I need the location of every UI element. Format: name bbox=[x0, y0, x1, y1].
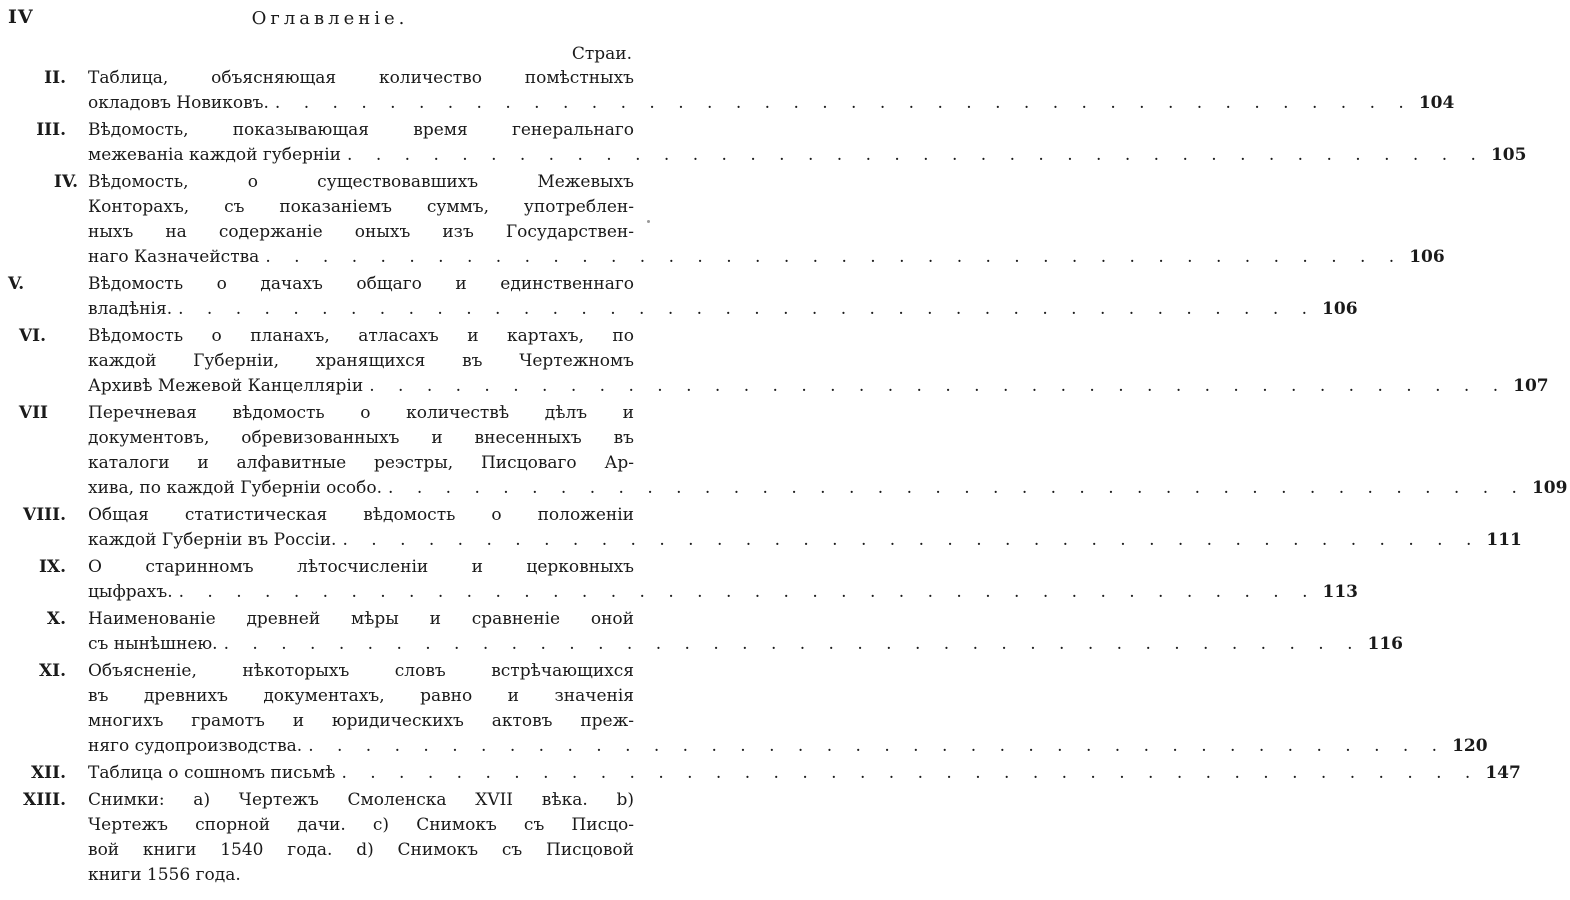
toc-entry-page: 120 bbox=[1452, 736, 1488, 756]
toc-entry-line: Вѣдомость о планахъ, атласахъ и картахъ, по bbox=[88, 326, 634, 346]
toc-entry-number: VII bbox=[18, 403, 48, 423]
toc-leader-dots: . . . . . . . . . . . . . . . . . . . . . . . . . . . . . . . . . . . . . . . . bbox=[178, 299, 1317, 319]
toc-entry-line: каждой Губерніи, хранящихся въ Чертежномъ bbox=[88, 351, 634, 371]
toc-entry-line: Таблица о сошномъ письмѣ . . . . . . . . . . . . . . . . . . . . . . . . . . . . . . . . . . . . . . . . 147 bbox=[88, 761, 634, 786]
toc-entry bbox=[0, 66, 1455, 116]
toc-entry-number: III. bbox=[36, 120, 66, 140]
toc-entry-line: вой книги 1540 года. d) Снимокъ съ Писцовой bbox=[88, 840, 634, 860]
toc-entry-text bbox=[88, 555, 1358, 605]
toc-entry-page: 113 bbox=[1322, 582, 1358, 602]
toc-entry-line: ныхъ на содержаніе оныхъ изъ Государствен- bbox=[88, 222, 634, 242]
toc-entry-number: V. bbox=[8, 274, 25, 294]
toc-entry-number: IX. bbox=[38, 557, 66, 577]
toc-entry-page: 104 bbox=[1418, 93, 1455, 113]
toc-entry-line: Перечневая вѣдомость о количествѣ дѣлъ и bbox=[88, 403, 634, 423]
toc-entry-line: Архивѣ Межевой Канцелляріи . . . . . . . . . . . . . . . . . . . . . . . . . . . . . . . . . . . . . . . . 107 bbox=[88, 374, 634, 399]
toc-entry-text bbox=[88, 761, 1521, 786]
table-of-contents bbox=[0, 66, 1568, 890]
toc-leader-dots: . . . . . . . . . . . . . . . . . . . . . . . . . . . . . . . . . . . . . . . . bbox=[369, 376, 1508, 396]
toc-entry-line: Чертежъ спорной дачи. с) Снимокъ съ Писцо- bbox=[88, 815, 634, 835]
toc-entry bbox=[0, 170, 1445, 270]
toc-entry-text bbox=[88, 66, 1455, 116]
page-number: IV bbox=[8, 6, 34, 28]
toc-entry-page: 106 bbox=[1322, 299, 1358, 319]
toc-entry-line: Наименованіе древней мѣры и сравненіе оной bbox=[88, 609, 634, 629]
toc-entry-number: VIII. bbox=[23, 505, 66, 525]
toc-entry-page: 106 bbox=[1409, 247, 1445, 267]
toc-entry bbox=[0, 607, 1403, 657]
toc-entry-number: XII. bbox=[30, 763, 66, 783]
toc-entry-line: каталоги и алфавитные реэстры, Писцоваго Ар- bbox=[88, 453, 634, 473]
toc-entry-page: 105 bbox=[1490, 145, 1527, 165]
toc-entry-text bbox=[88, 170, 1445, 270]
toc-entry-number: IV. bbox=[53, 172, 78, 192]
toc-entry-text bbox=[88, 401, 1568, 501]
page-header bbox=[0, 4, 660, 34]
page-title: Оглавленіе. bbox=[251, 8, 409, 29]
toc-entry-page: 107 bbox=[1513, 376, 1549, 396]
toc-entry-line: хива, по каждой Губерніи особо. . . . . . . . . . . . . . . . . . . . . . . . . . . . . . . . . . . . . . . . . 109 bbox=[88, 476, 634, 501]
toc-entry-page: 111 bbox=[1486, 530, 1522, 550]
toc-leader-dots: . . . . . . . . . . . . . . . . . . . . . . . . . . . . . . . . . . . . . . . . bbox=[308, 736, 1447, 756]
toc-entry-text bbox=[88, 659, 1488, 759]
toc-entry-line: няго судопроизводства. . . . . . . . . . . . . . . . . . . . . . . . . . . . . . . . . . . . . . . . . 120 bbox=[88, 734, 634, 759]
paper-speck bbox=[647, 220, 650, 223]
toc-entry-number: X. bbox=[46, 609, 66, 629]
toc-entry bbox=[0, 401, 1568, 501]
toc-entry-line: наго Казначейства . . . . . . . . . . . . . . . . . . . . . . . . . . . . . . . . . . . . . . . . 106 bbox=[88, 245, 634, 270]
toc-entry-line: Снимки: а) Чертежъ Смоленска XVII вѣка. b) bbox=[88, 790, 634, 810]
toc-entry-text bbox=[88, 607, 1403, 657]
toc-entry-line: межеваніа каждой губерніи . . . . . . . . . . . . . . . . . . . . . . . . . . . . . . . . . . . . . . . . 105 bbox=[88, 143, 634, 168]
toc-entry-line: Таблица, объясняющая количество помѣстныхъ bbox=[88, 68, 634, 88]
toc-entry-line: Вѣдомость, показывающая время генеральнаго bbox=[88, 120, 634, 140]
toc-entry bbox=[0, 761, 1521, 786]
toc-leader-dots: . . . . . . . . . . . . . . . . . . . . . . . . . . . . . . . . . . . . . . . . bbox=[274, 93, 1413, 113]
toc-entry-line: каждой Губерніи въ Россіи. . . . . . . . . . . . . . . . . . . . . . . . . . . . . . . . . . . . . . . . . 111 bbox=[88, 528, 634, 553]
toc-entry-number: II. bbox=[44, 68, 66, 88]
toc-entry-page: 109 bbox=[1531, 478, 1568, 498]
toc-entry-line: Вѣдомость о дачахъ общаго и единственнаго bbox=[88, 274, 634, 294]
page-column-label: Страи. bbox=[571, 44, 632, 64]
toc-entry-line: цыфрахъ. . . . . . . . . . . . . . . . . . . . . . . . . . . . . . . . . . . . . . . . . 113 bbox=[88, 580, 634, 605]
toc-entry-text bbox=[88, 272, 1358, 322]
toc-entry-text bbox=[88, 503, 1522, 553]
toc-entry-line: съ нынѣшнею. . . . . . . . . . . . . . . . . . . . . . . . . . . . . . . . . . . . . . . . . 116 bbox=[88, 632, 634, 657]
toc-entry-page: 116 bbox=[1367, 634, 1403, 654]
toc-leader-dots: . . . . . . . . . . . . . . . . . . . . . . . . . . . . . . . . . . . . . . . . bbox=[341, 763, 1480, 783]
toc-entry-page: 147 bbox=[1485, 763, 1521, 783]
toc-entry bbox=[0, 118, 1527, 168]
toc-entry-line: Объясненіе, нѣкоторыхъ словъ встрѣчающихся bbox=[88, 661, 634, 681]
toc-entry-text bbox=[88, 788, 634, 888]
toc-entry-number: XIII. bbox=[23, 790, 66, 810]
toc-entry-text bbox=[88, 324, 1549, 399]
toc-leader-dots: . . . . . . . . . . . . . . . . . . . . . . . . . . . . . . . . . . . . . . . . bbox=[342, 530, 1481, 550]
toc-entry-line: въ древнихъ документахъ, равно и значенія bbox=[88, 686, 634, 706]
toc-entry-line: окладовъ Новиковъ. . . . . . . . . . . . . . . . . . . . . . . . . . . . . . . . . . . . . . . . . 104 bbox=[88, 91, 634, 116]
toc-entry bbox=[0, 324, 1549, 399]
toc-entry-line: книги 1556 года. bbox=[88, 865, 241, 885]
toc-entry-line: документовъ, обревизованныхъ и внесенныхъ въ bbox=[88, 428, 634, 448]
toc-leader-dots: . . . . . . . . . . . . . . . . . . . . . . . . . . . . . . . . . . . . . . . . bbox=[178, 582, 1317, 602]
toc-leader-dots: . . . . . . . . . . . . . . . . . . . . . . . . . . . . . . . . . . . . . . . . bbox=[388, 478, 1526, 498]
toc-entry bbox=[0, 555, 1358, 605]
toc-entry bbox=[0, 788, 660, 888]
toc-entry bbox=[0, 659, 1488, 759]
toc-entry-line: Конторахъ, съ показаніемъ суммъ, употреблен- bbox=[88, 197, 634, 217]
toc-entry-line: Вѣдомость, о существовавшихъ Межевыхъ bbox=[88, 172, 634, 192]
toc-entry-line: владѣнія. . . . . . . . . . . . . . . . . . . . . . . . . . . . . . . . . . . . . . . . . 106 bbox=[88, 297, 634, 322]
toc-leader-dots: . . . . . . . . . . . . . . . . . . . . . . . . . . . . . . . . . . . . . . . . bbox=[265, 247, 1404, 267]
toc-entry-line: О старинномъ лѣтосчисленіи и церковныхъ bbox=[88, 557, 634, 577]
toc-entry-line: многихъ грамотъ и юридическихъ актовъ преж- bbox=[88, 711, 634, 731]
toc-leader-dots: . . . . . . . . . . . . . . . . . . . . . . . . . . . . . . . . . . . . . . . . bbox=[223, 634, 1362, 654]
toc-entry-line: Общая статистическая вѣдомость о положеніи bbox=[88, 505, 634, 525]
toc-leader-dots: . . . . . . . . . . . . . . . . . . . . . . . . . . . . . . . . . . . . . . . . bbox=[347, 145, 1485, 165]
toc-entry bbox=[0, 503, 1522, 553]
toc-entry-number: VI. bbox=[18, 326, 46, 346]
toc-entry bbox=[0, 272, 1358, 322]
toc-entry-number: XI. bbox=[38, 661, 66, 681]
toc-entry-text bbox=[88, 118, 1527, 168]
